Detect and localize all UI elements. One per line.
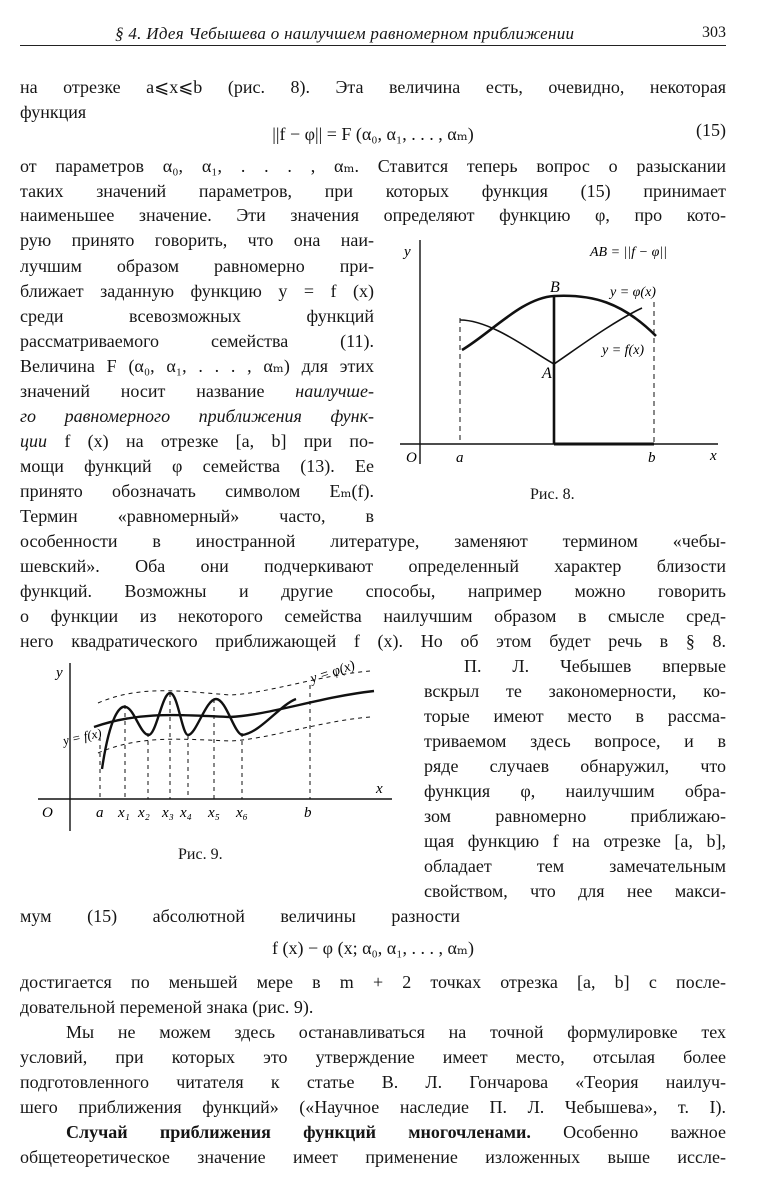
section-heading: Случай приближения функций многочленами. bbox=[66, 1122, 531, 1142]
equation-number: (15) bbox=[696, 120, 726, 140]
fig8-origin-label: O bbox=[406, 450, 417, 466]
running-title: § 4. Идея Чебышева о наилучшем равномерном приближении bbox=[115, 24, 575, 43]
text-line: наименьшее значение. Эти значения определяют функцию φ, про кото- bbox=[20, 205, 726, 225]
page-number: 303 bbox=[702, 24, 726, 41]
fig8-phi-label: y = φ(x) bbox=[610, 285, 656, 300]
formula-15: ||f − φ|| = F (α₀, α₁, . . . , αₘ) bbox=[272, 124, 474, 144]
text-line: функций. Возможны и другие способы, например можно говорить bbox=[20, 581, 726, 601]
text-line: шего приближения функций» («Научное наследие П. Л. Чебышева», т. I). bbox=[20, 1097, 726, 1117]
text-line: ближает заданную функцию y = f (x) bbox=[20, 281, 374, 301]
text-line: рассматриваемого семейства (11). bbox=[20, 331, 374, 351]
header-rule bbox=[20, 45, 726, 46]
text-line: вскрыл те закономерности, ко- bbox=[424, 681, 726, 701]
text-line: мощи функций φ семейства (13). Ее bbox=[20, 456, 374, 476]
text-line: щая функцию f на отрезке [a, b], bbox=[424, 831, 726, 851]
text-line: принято обозначать символом Eₘ(f). bbox=[20, 481, 374, 501]
text-line: шевский». Оба они подчеркивают определенный характер близости bbox=[20, 556, 726, 576]
text-line: достигается по меньшей мере в m + 2 точках отрезка [a, b] с после- bbox=[20, 972, 726, 992]
text-line: о функции из некоторого семейства наилучшим образом в смысле сред- bbox=[20, 606, 726, 626]
fig9-x5: x₅ bbox=[208, 805, 220, 821]
text-line: свойством, что для нее макси- bbox=[424, 881, 726, 901]
text-line: на отрезке a⩽x⩽b (рис. 8). Эта величина есть, очевидно, некоторая bbox=[20, 77, 726, 97]
text-line: рую принято говорить, что она наи- bbox=[20, 230, 374, 250]
text-line: обладает тем замечательным bbox=[424, 856, 726, 876]
fig9-a-label: a bbox=[96, 805, 104, 821]
text-line: П. Л. Чебышев впервые bbox=[464, 656, 726, 676]
fig9-curve-f bbox=[102, 693, 296, 769]
fig8-a-label: a bbox=[456, 450, 464, 466]
fig8-y-label: y bbox=[404, 244, 411, 260]
fig9-b-label: b bbox=[304, 805, 312, 821]
text-line: зом равномерно приближаю- bbox=[424, 806, 726, 826]
fig8-curve-phi bbox=[462, 296, 656, 350]
text-line: особенности в иностранной литературе, заменяют термином «чебы- bbox=[20, 531, 726, 551]
text-line: общетеоретическое значение имеет применение изложенных выше иссле- bbox=[20, 1147, 726, 1167]
fig9-y-label: y bbox=[56, 665, 63, 681]
text-line: ряде случаев обнаружил, что bbox=[424, 756, 726, 776]
text-line: условий, при которых это утверждение имеет место, отсылая более bbox=[20, 1047, 726, 1067]
text-line: триваемом здесь вопросе, и в bbox=[424, 731, 726, 751]
fig9-x1: x₁ bbox=[118, 805, 130, 821]
fig9-x3: x₃ bbox=[162, 805, 174, 821]
figure-9-caption: Рис. 9. bbox=[178, 846, 223, 863]
text-line: подготовленного читателя к статье В. Л. Гончарова «Теория наилуч- bbox=[20, 1072, 726, 1092]
fig9-x-label: x bbox=[376, 781, 383, 797]
fig9-x2: x₂ bbox=[138, 805, 150, 821]
text-line: от параметров α₀, α₁, . . . , αₘ. Ставится теперь вопрос о разыскании bbox=[20, 156, 726, 176]
text-line: лучшим образом равномерно при- bbox=[20, 256, 374, 276]
fig8-x-label: x bbox=[710, 448, 717, 464]
text-line: Мы не можем здесь останавливаться на точной формулировке тех bbox=[66, 1022, 726, 1042]
fig9-phi-label: y = φ(x) bbox=[308, 658, 357, 687]
text-line: него квадратического приближающей f (x). Но об этом будет речь в § 8. bbox=[20, 631, 726, 651]
fig8-b-label: b bbox=[648, 450, 656, 466]
text-line: Величина F (α₀, α₁, . . . , αₘ) для этих bbox=[20, 356, 374, 376]
text-line: го равномерного приближения функ- bbox=[20, 406, 374, 426]
text-line: торые имеют место в рассма- bbox=[424, 706, 726, 726]
text-line: среди всевозможных функций bbox=[20, 306, 374, 326]
fig8-AB-note: AB = ||f − φ|| bbox=[590, 245, 668, 260]
figure-8 bbox=[392, 232, 732, 476]
text-line: значений носит название наилучше- bbox=[20, 381, 374, 401]
text-line: таких значений параметров, при которых функция (15) принимает bbox=[20, 181, 726, 201]
fig9-x6: x₆ bbox=[236, 805, 248, 821]
formula-difference: f (x) − φ (x; α₀, α₁, . . . , αₘ) bbox=[272, 938, 474, 958]
fig9-f-label: y = f(x) bbox=[61, 725, 103, 748]
text-line: довательной переменой знака (рис. 9). bbox=[20, 997, 314, 1017]
figure-9 bbox=[30, 655, 400, 835]
text-line: Случай приближения функций многочленами. Особенно важное bbox=[66, 1122, 726, 1142]
text-line: функция bbox=[20, 102, 87, 122]
text-line: Термин «равномерный» часто, в bbox=[20, 506, 374, 526]
text-line: ции f (x) на отрезке [a, b] при по- bbox=[20, 431, 374, 451]
figure-8-caption: Рис. 8. bbox=[530, 486, 575, 503]
fig9-x4: x₄ bbox=[180, 805, 192, 821]
running-header bbox=[20, 18, 726, 46]
fig8-B-label: B bbox=[550, 279, 560, 296]
fig8-f-label: y = f(x) bbox=[602, 343, 645, 358]
text-line: функция φ, наилучшим обра- bbox=[424, 781, 726, 801]
fig8-A-label: A bbox=[542, 365, 552, 382]
text-line: мум (15) абсолютной величины разности bbox=[20, 906, 460, 926]
fig9-origin-label: O bbox=[42, 805, 53, 821]
